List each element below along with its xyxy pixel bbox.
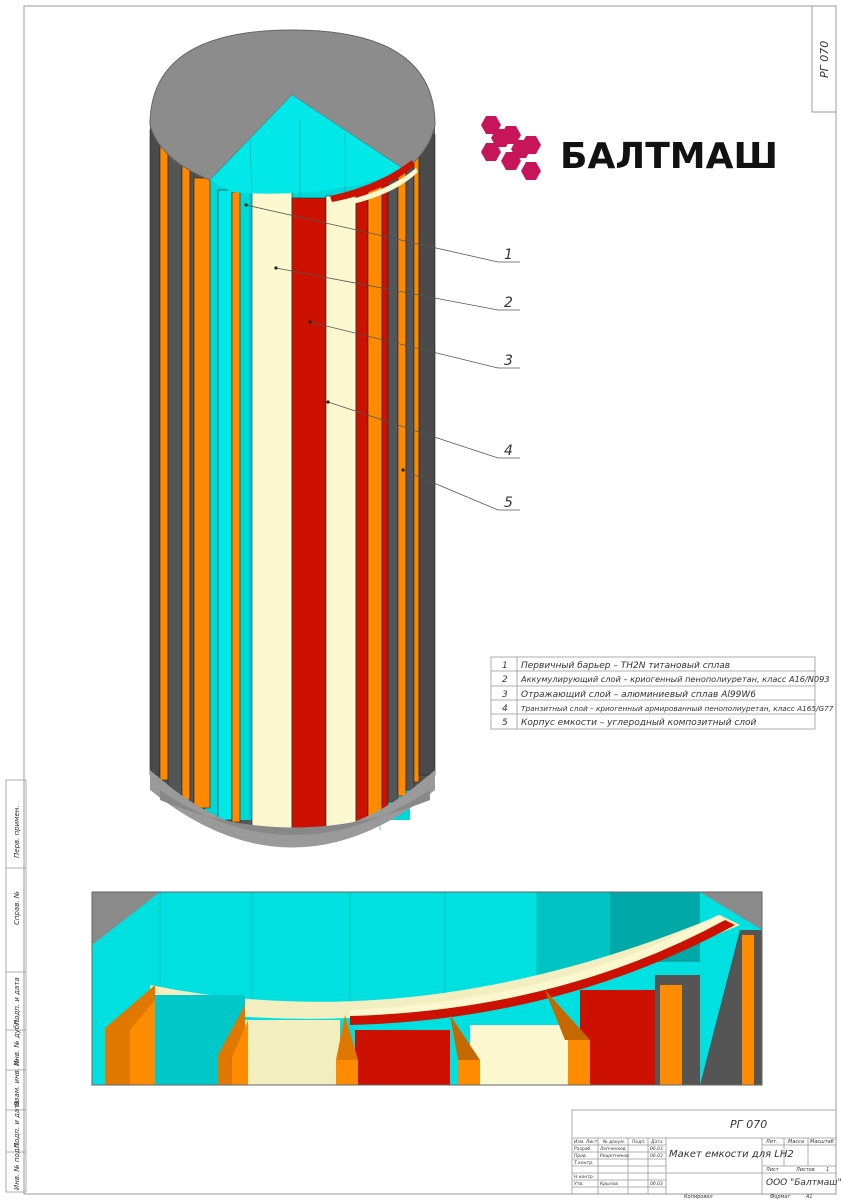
- callout-3: 3: [504, 353, 513, 369]
- tb-name-approve: Крылов: [600, 1182, 618, 1187]
- callout-2: 2: [504, 295, 513, 311]
- tb-role-approve: Утв.: [574, 1182, 584, 1187]
- legend-text-5: Корпус емкости – углеродный композитный слой: [521, 718, 757, 728]
- stripe-shell-c: [190, 170, 194, 810]
- brand-logo: [481, 116, 778, 180]
- tb-sheet: Лист: [766, 1167, 779, 1173]
- stripe-transit-e: [368, 186, 382, 816]
- title-block-org: ООО "Балтмаш": [766, 1178, 842, 1188]
- stripe-transit-g: [414, 152, 419, 782]
- layer-legend-table: [491, 657, 834, 729]
- top-code-box: [812, 6, 836, 112]
- tb-col-doc: № докум.: [603, 1140, 626, 1145]
- tb-sheets: Листов: [796, 1167, 815, 1173]
- legend-num-3: 3: [502, 690, 508, 700]
- detail-block-accum-b: [470, 1025, 570, 1085]
- legend-num-2: 2: [502, 675, 508, 685]
- stripe-shell-d: [388, 172, 398, 802]
- stripe-transit-f: [398, 166, 406, 796]
- legend-num-5: 5: [502, 718, 508, 728]
- tb-lit: Лит.: [766, 1139, 778, 1145]
- stripe-transit-b: [182, 160, 190, 800]
- legend-num-1: 1: [502, 661, 508, 671]
- tb-role-check: Пров.: [574, 1154, 588, 1159]
- legend-num-4: 4: [502, 704, 508, 714]
- title-block-code: РГ 070: [730, 1118, 768, 1131]
- stripe-shell-left: [150, 130, 160, 775]
- tb-date-1: 06.03: [650, 1147, 663, 1152]
- legend-text-2: Аккумулирующий слой – криогенный пенополиуретан, класс А16/N093: [521, 674, 830, 684]
- stripe-accum-b: [326, 196, 356, 828]
- tb-sheets-value: 1: [826, 1167, 830, 1173]
- stripe-accum: [252, 192, 292, 828]
- side-stamp-6: Подп. и дата: [13, 1100, 21, 1148]
- stripe-shell-b: [168, 150, 182, 795]
- tb-col-izm: Изм.: [574, 1140, 585, 1145]
- tb-format-value: А1: [806, 1194, 813, 1200]
- tb-date-3: 06.03: [650, 1182, 663, 1187]
- callout-1: 1: [504, 247, 513, 263]
- detail-view: [92, 892, 762, 1085]
- side-stamp-7: Инв. № подл.: [13, 1141, 21, 1190]
- callout-5: 5: [504, 495, 513, 511]
- callout-labels: [504, 247, 513, 511]
- tb-scale: Масштаб: [810, 1139, 834, 1145]
- stripe-shell-right: [419, 135, 435, 775]
- tb-role-dev: Разраб.: [574, 1147, 592, 1152]
- tb-col-date: Дата: [651, 1140, 663, 1145]
- side-stamp-1: Перв. примен.: [13, 805, 21, 858]
- callout-4: 4: [504, 443, 513, 459]
- brand-logo-icon: [481, 116, 541, 180]
- tb-col-list: Лист: [586, 1140, 598, 1145]
- stripe-shell-e: [406, 160, 414, 790]
- legend-text-1: Первичный барьер – ТН2N титановый сплав: [521, 661, 731, 671]
- stripe-transit-c: [194, 178, 210, 808]
- detail-block-reflect: [355, 1030, 450, 1085]
- legend-text-3: Отражающий слой – алюминиевый сплав Al99W6: [521, 690, 756, 700]
- side-stamp-2: Справ. №: [13, 890, 21, 925]
- tb-name-check: Решетняков: [600, 1154, 629, 1159]
- brand-name: БАЛТМАШ: [560, 136, 778, 177]
- tb-date-2: 06.03: [650, 1154, 663, 1159]
- side-stamp-4: Инв. № дубл.: [13, 1018, 21, 1066]
- tb-name-dev: Лепченков: [600, 1147, 626, 1152]
- tb-format-label: Формат: [770, 1194, 791, 1200]
- stripe-reflect-b: [356, 192, 368, 822]
- tb-mass: Масса: [788, 1139, 804, 1145]
- stripe-barrier: [218, 190, 232, 820]
- tb-col-sign: Подп.: [632, 1140, 646, 1145]
- title-block-title: Макет емкости для LH2: [669, 1149, 794, 1160]
- stripe-transit-a: [160, 140, 168, 780]
- legend-text-4: Транзитный слой – криогенный армированный пенополиуретан, класс А165/G77: [521, 704, 834, 713]
- stripe-reflect: [292, 198, 326, 830]
- side-stamp-5: Взам. инв. №: [13, 1058, 21, 1106]
- title-block: [572, 1110, 842, 1200]
- tb-copied: Копировал: [684, 1194, 713, 1200]
- detail-block-accum: [245, 1020, 340, 1085]
- side-stamp-3: Подп. и дата: [13, 977, 21, 1025]
- top-code-text: РГ 070: [818, 40, 831, 78]
- tb-role-tech: Т.контр.: [574, 1161, 594, 1166]
- stripe-transit-d: [232, 192, 240, 822]
- tank-cylinder-view: [150, 30, 435, 848]
- layer-stripes: [150, 130, 435, 830]
- detail-block-reflect-b: [580, 990, 655, 1085]
- stripe-reflect-c: [382, 180, 388, 810]
- tb-role-norm: Н.контр.: [574, 1175, 595, 1180]
